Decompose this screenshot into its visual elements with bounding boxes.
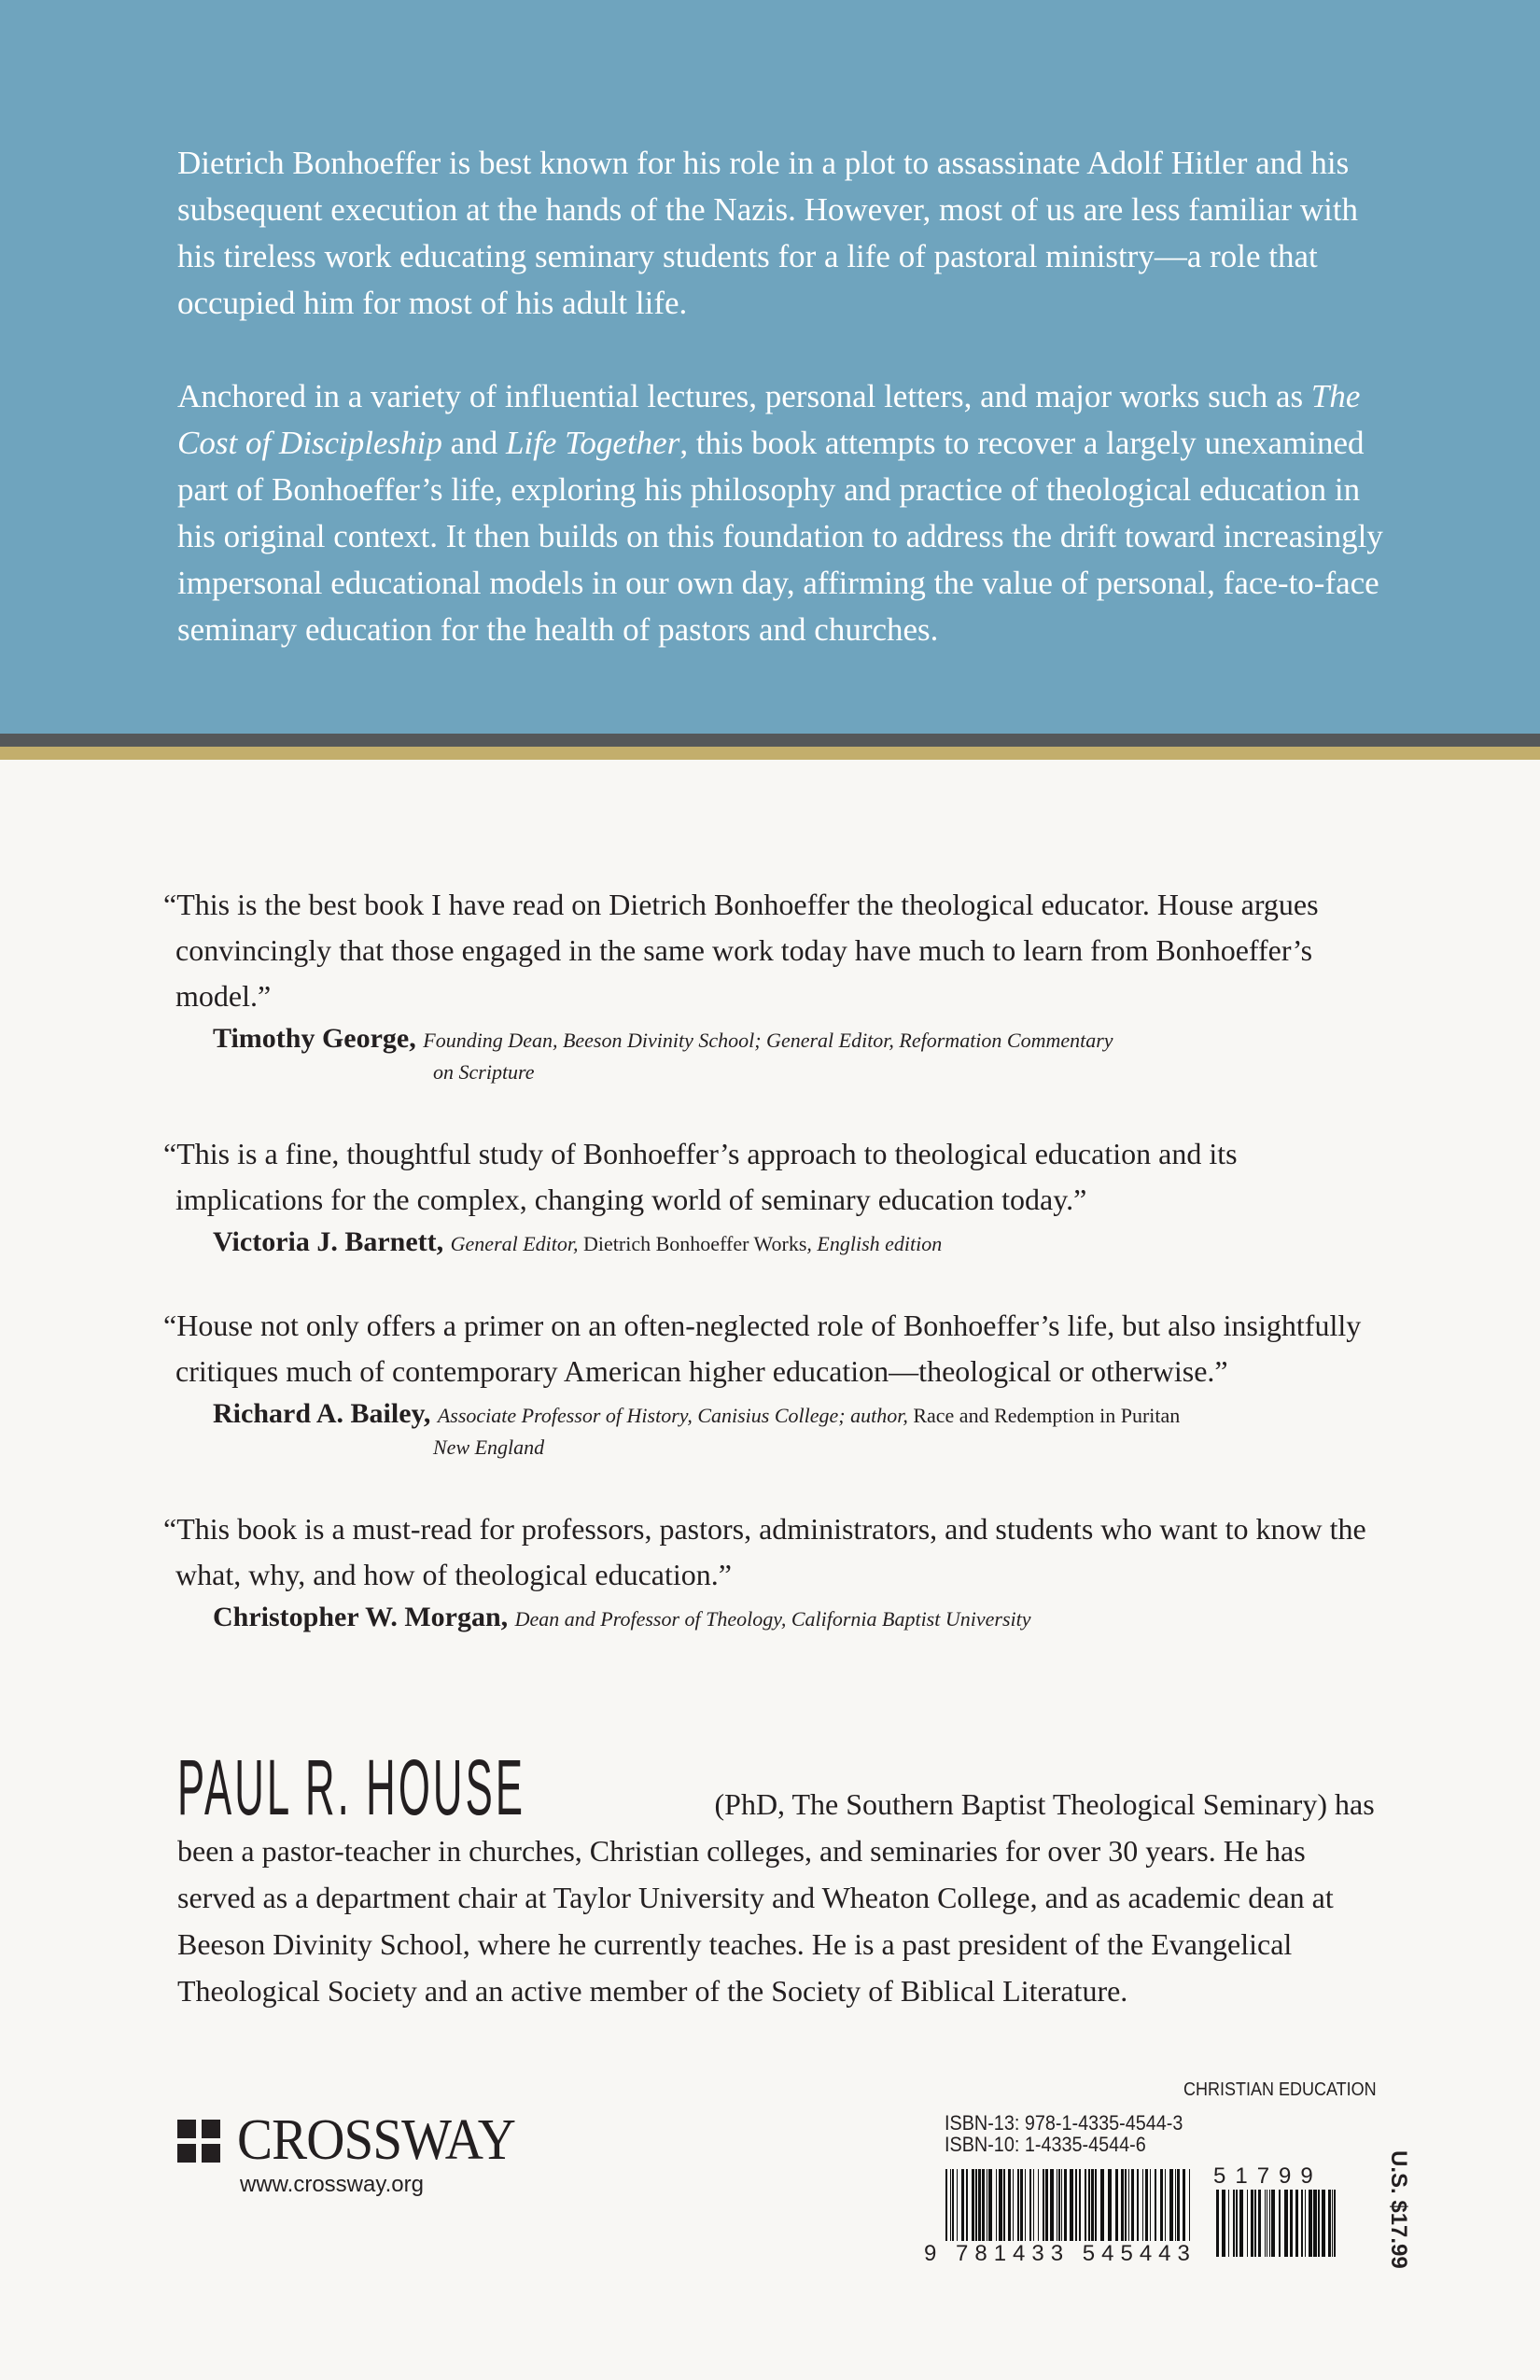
isbn-13: ISBN-13: 978-1-4335-4544-3 bbox=[945, 2111, 1183, 2135]
barcode-bar bbox=[1258, 2190, 1261, 2257]
endorsement bbox=[163, 1506, 1377, 1635]
isbn-block bbox=[945, 2112, 1183, 2155]
barcode-bar bbox=[1313, 2190, 1317, 2257]
author-name: PAUL R. HOUSE bbox=[177, 1743, 526, 1831]
endorsement-quote: “House not only offers a primer on an often-neglected role of Bonhoeffer’s life, but also insightfully critiques much of contemporary American higher education—theological or otherwise.” bbox=[163, 1309, 1362, 1388]
barcode-bar bbox=[1247, 2190, 1248, 2257]
endorsement-attribution bbox=[163, 1226, 1377, 1260]
endorsement-quote: “This is a fine, thoughtful study of Bonhoeffer’s approach to theological education and its implications for the complex, changing world of seminary education today.” bbox=[163, 1137, 1238, 1216]
endorsement-attribution bbox=[163, 1023, 1377, 1088]
text: Dietrich Bonhoeffer Works bbox=[583, 1232, 807, 1255]
endorser-role: Founding Dean, Beeson Divinity School; General Editor, Reformation Commentary bbox=[423, 1029, 1113, 1052]
description-paragraph-1: Dietrich Bonhoeffer is best known for his role in a plot to assassinate Adolf Hitler and his subsequent execution at the hands of the Nazis. However, most of us are less familiar with his tireless work educating seminary students for a life of pastoral ministry—a role that occupied him for most of his adult life. bbox=[177, 145, 1359, 321]
barcode-bar bbox=[1328, 2190, 1331, 2257]
barcode-bar bbox=[1318, 2190, 1320, 2257]
barcode-bar bbox=[1254, 2190, 1256, 2257]
isbn-10: ISBN-10: 1-4335-4544-6 bbox=[945, 2133, 1146, 2156]
endorser-role bbox=[451, 1232, 943, 1255]
crossway-logo bbox=[177, 2107, 539, 2174]
barcode-bar bbox=[1251, 2190, 1253, 2257]
barcode-bar bbox=[1239, 2190, 1243, 2257]
author-bio-text: (PhD, The Southern Baptist Theological Seminary) has been a pastor-teacher in churches, Christian colleges, and seminaries for over 30 years. He has served as a department chair at Taylor University and Wheaton College, and as academic dean at Beeson Divinity School, where he currently teaches. He is a past president of the Evangelical Theological Society and an active member of the Society of Biblical Literature. bbox=[177, 1787, 1375, 2008]
barcode-bar bbox=[1216, 2190, 1219, 2257]
barcode-bar bbox=[1228, 2190, 1229, 2257]
price: U.S. $17.99 bbox=[1386, 2150, 1411, 2269]
endorser-role bbox=[438, 1404, 1180, 1427]
divider-stripe-dark bbox=[0, 734, 1540, 747]
publisher-name: CROSSWAY bbox=[237, 2108, 516, 2172]
barcode-bar bbox=[1334, 2190, 1336, 2257]
endorser-role: on Scripture bbox=[433, 1060, 535, 1084]
barcode-bar bbox=[1271, 2190, 1275, 2257]
barcode-bar bbox=[1233, 2190, 1235, 2257]
endorsement-quote: “This is the best book I have read on Dietrich Bonhoeffer the theological educator. House argues convincingly that those engaged in the same work today have much to learn from Bonhoeffer’s model.” bbox=[163, 888, 1319, 1013]
price-barcode-digits: 51799 bbox=[1213, 2163, 1323, 2189]
book-description bbox=[177, 140, 1391, 700]
text: Race and Redemption in Puritan bbox=[913, 1404, 1181, 1427]
barcode-bar bbox=[1305, 2190, 1306, 2257]
text: General Editor, bbox=[450, 1232, 584, 1255]
barcode-bar bbox=[1301, 2190, 1303, 2257]
barcode-bar bbox=[1279, 2190, 1281, 2257]
author-bio bbox=[177, 1743, 1391, 2014]
barcode-bar bbox=[1322, 2190, 1325, 2257]
text: and bbox=[441, 425, 506, 461]
endorsement bbox=[163, 1131, 1377, 1260]
price-barcode bbox=[1216, 2190, 1336, 2257]
book-title: The Cost of Discipleship bbox=[177, 378, 1361, 461]
description-paragraph-2 bbox=[177, 373, 1391, 653]
text: , this book attempts to recover a largely unexamined part of Bonhoeffer’s life, exploring his philosophy and practice of theological education in his original context. It then builds on this foundation to address the drift toward increasingly impersonal educational models in our own day, affirming the value of personal, face-to-face seminary education for the health of pastors and churches. bbox=[177, 425, 1383, 648]
divider-stripe-gold bbox=[0, 747, 1540, 760]
endorsement-attribution bbox=[163, 1602, 1377, 1635]
barcode-bar bbox=[1265, 2190, 1266, 2257]
barcode-bar bbox=[1284, 2190, 1288, 2257]
book-title: Life Together bbox=[505, 425, 680, 461]
endorsements bbox=[163, 882, 1377, 1678]
endorser-role: Dean and Professor of Theology, California Baptist University bbox=[514, 1607, 1031, 1631]
category-label: CHRISTIAN EDUCATION bbox=[1183, 2079, 1377, 2100]
endorsement bbox=[163, 882, 1377, 1088]
text: Associate Professor of History, Canisius College; author, bbox=[437, 1404, 914, 1427]
endorser-name: Victoria J. Barnett, bbox=[213, 1226, 444, 1257]
endorsement-quote: “This book is a must-read for professors, pastors, administrators, and students who want to know the what, why, and how of theological education.” bbox=[163, 1512, 1366, 1591]
barcode-bar bbox=[1290, 2190, 1293, 2257]
endorsement-attribution bbox=[163, 1398, 1377, 1463]
barcode-bar bbox=[1332, 2190, 1333, 2257]
barcode-digits: 9 781433 545443 bbox=[924, 2241, 1197, 2266]
endorser-name: Timothy George, bbox=[213, 1023, 416, 1054]
publisher-url[interactable]: www.crossway.org bbox=[240, 2172, 424, 2197]
endorser-name: Christopher W. Morgan, bbox=[213, 1602, 509, 1632]
endorsement bbox=[163, 1303, 1377, 1463]
barcode-bar bbox=[1309, 2190, 1312, 2257]
barcode-bar bbox=[1295, 2190, 1298, 2257]
endorser-name: Richard A. Bailey, bbox=[213, 1398, 431, 1429]
barcode-bar bbox=[1222, 2190, 1225, 2257]
endorser-role: New England bbox=[433, 1435, 545, 1459]
text: , English edition bbox=[806, 1232, 943, 1255]
cross-icon bbox=[177, 2120, 220, 2163]
text: Anchored in a variety of influential lectures, personal letters, and major works such as bbox=[177, 378, 1311, 414]
barcode-bar bbox=[1236, 2190, 1238, 2257]
barcode-bar bbox=[1269, 2190, 1270, 2257]
